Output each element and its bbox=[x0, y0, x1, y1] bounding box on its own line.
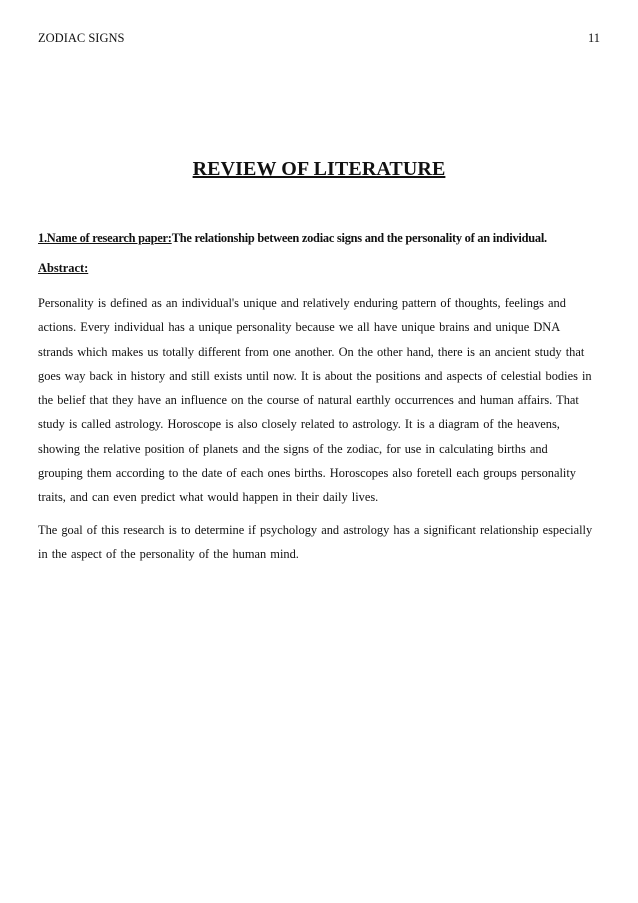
abstract-heading: Abstract: bbox=[38, 261, 89, 275]
paragraph-line: the belief that they have an influence on the course of natural earthly occurrences and human affairs. That bbox=[38, 393, 579, 408]
section-title: REVIEW OF LITERATURE bbox=[192, 158, 446, 180]
running-header bbox=[38, 29, 600, 47]
paragraph-line: study is called astrology. Horoscope is also closely related to astrology. It is a diagram of the heavens, bbox=[38, 417, 560, 432]
paragraph-line: Personality is defined as an individual's unique and relatively enduring pattern of thoughts, feelings and bbox=[38, 296, 566, 310]
paragraph-line: goes way back in history and still exists until now. It is about the positions and aspects of celestial bodies in bbox=[38, 368, 592, 383]
paragraph-line: actions. Every individual has a unique personality because we all have unique brains and unique DNA bbox=[38, 320, 561, 335]
page-number: 11 bbox=[587, 31, 600, 45]
abstract-paragraph-2 bbox=[38, 518, 604, 567]
abstract-paragraph-1 bbox=[38, 291, 604, 510]
paragraph-line: strands which makes us totally different from one another. On the other hand, there is an ancient study that bbox=[38, 344, 585, 359]
research-paper-line bbox=[38, 229, 604, 247]
paragraph-line: showing the relative position of planets and the signs of the zodiac, for use in calculating births and bbox=[38, 441, 548, 456]
paragraph-line: The goal of this research is to determine if psychology and astrology has a significant relationship especially bbox=[38, 522, 593, 537]
paragraph-line: in the aspect of the personality of the human mind. bbox=[38, 546, 299, 561]
paragraph-line: traits, and can even predict what would happen in their daily lives. bbox=[38, 490, 379, 505]
running-title: ZODIAC SIGNS bbox=[38, 31, 125, 45]
document-body bbox=[38, 229, 604, 566]
research-paper-label: 1.Name of research paper: bbox=[38, 231, 172, 245]
paragraph-line: grouping them according to the date of each ones births. Horoscopes also foretell each groups personality bbox=[38, 466, 577, 481]
research-paper-title: The relationship between zodiac signs and the personality of an individual. bbox=[171, 231, 547, 245]
